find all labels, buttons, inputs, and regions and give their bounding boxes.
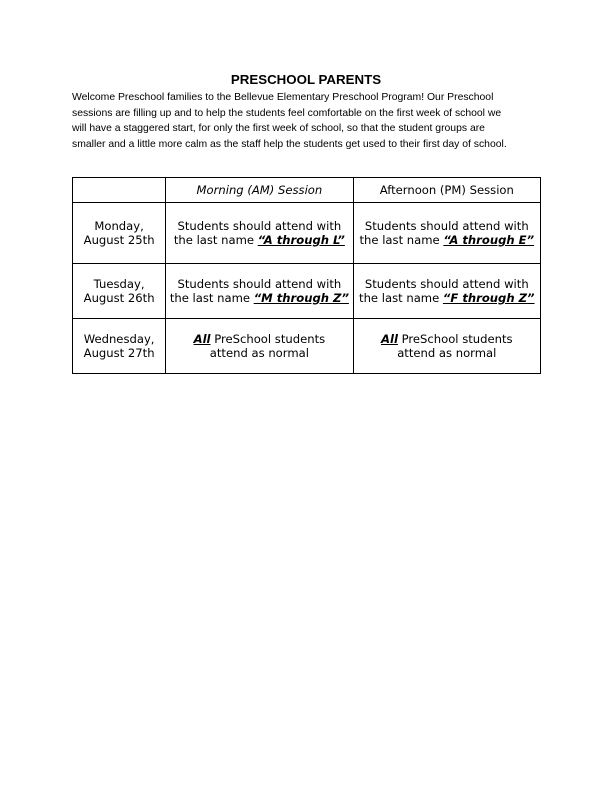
- header-cell-am: [166, 178, 353, 203]
- am-all-emphasis: All: [193, 331, 211, 346]
- am-rest: PreSchool students: [210, 331, 326, 346]
- intro-line: Welcome Preschool families to the Bellevue Elementary Preschool Program! Our Preschool: [72, 92, 494, 103]
- am-name-range: “A through L”: [257, 233, 345, 247]
- pm-text-line1: Students should attend with: [364, 218, 529, 233]
- pm-prefix: the last name: [359, 233, 444, 247]
- pm-cell: [353, 264, 540, 319]
- page-title: PRESCHOOL PARENTS: [230, 72, 382, 87]
- intro-paragraph: [72, 90, 542, 153]
- am-text-line1: Students should attend with: [177, 218, 342, 233]
- pm-text-line2: [357, 291, 537, 305]
- pm-all-emphasis: All: [381, 331, 398, 346]
- intro-line: sessions are filling up and to help the students feel comfortable on the first week of school we: [72, 107, 502, 119]
- day-cell: [73, 319, 166, 374]
- am-text-line1: Students should attend with: [177, 276, 342, 291]
- day-date: August 26th: [83, 291, 155, 305]
- am-session-header: Morning (AM) Session: [196, 182, 323, 197]
- table-row: [73, 264, 541, 319]
- pm-name-range: “F through Z”: [442, 291, 535, 305]
- pm-prefix: the last name: [359, 291, 443, 305]
- am-cell: [166, 319, 353, 374]
- pm-text-line2: attend as normal: [397, 346, 497, 360]
- day-cell: [73, 264, 166, 319]
- pm-cell: [353, 203, 540, 264]
- pm-text-line1: [357, 332, 537, 346]
- am-text-line2: attend as normal: [209, 346, 309, 360]
- am-cell: [166, 203, 353, 264]
- table-row: [73, 203, 541, 264]
- table-header-row: [73, 178, 541, 203]
- intro-line: will have a staggered start, for only the first week of school, so that the student groups are: [72, 123, 485, 135]
- pm-name-range: “A through E”: [443, 233, 535, 247]
- day-date: August 27th: [83, 346, 155, 360]
- am-prefix: the last name: [169, 291, 254, 305]
- header-cell-pm: Afternoon (PM) Session: [353, 178, 540, 203]
- day-cell: [73, 203, 166, 264]
- pm-text-line2: [357, 233, 537, 247]
- intro-line: smaller and a little more calm as the staff help the students get used to their first day of school.: [72, 139, 507, 151]
- schedule-table: [72, 177, 541, 374]
- pm-cell: [353, 319, 540, 374]
- day-name: Wednesday,: [83, 331, 155, 346]
- am-text-line2: [169, 291, 349, 305]
- pm-text-line1: Students should attend with: [364, 276, 529, 291]
- am-name-range: “M through Z”: [253, 291, 349, 305]
- day-name: Tuesday,: [93, 276, 145, 291]
- am-prefix: the last name: [173, 233, 258, 247]
- table-row: [73, 319, 541, 374]
- am-cell: [166, 264, 353, 319]
- header-cell-blank: [73, 178, 166, 203]
- pm-rest: PreSchool students: [397, 331, 513, 346]
- day-name: Monday,: [94, 218, 144, 233]
- day-date: August 25th: [83, 233, 155, 247]
- am-text-line1: [169, 332, 349, 346]
- am-text-line2: [169, 233, 349, 247]
